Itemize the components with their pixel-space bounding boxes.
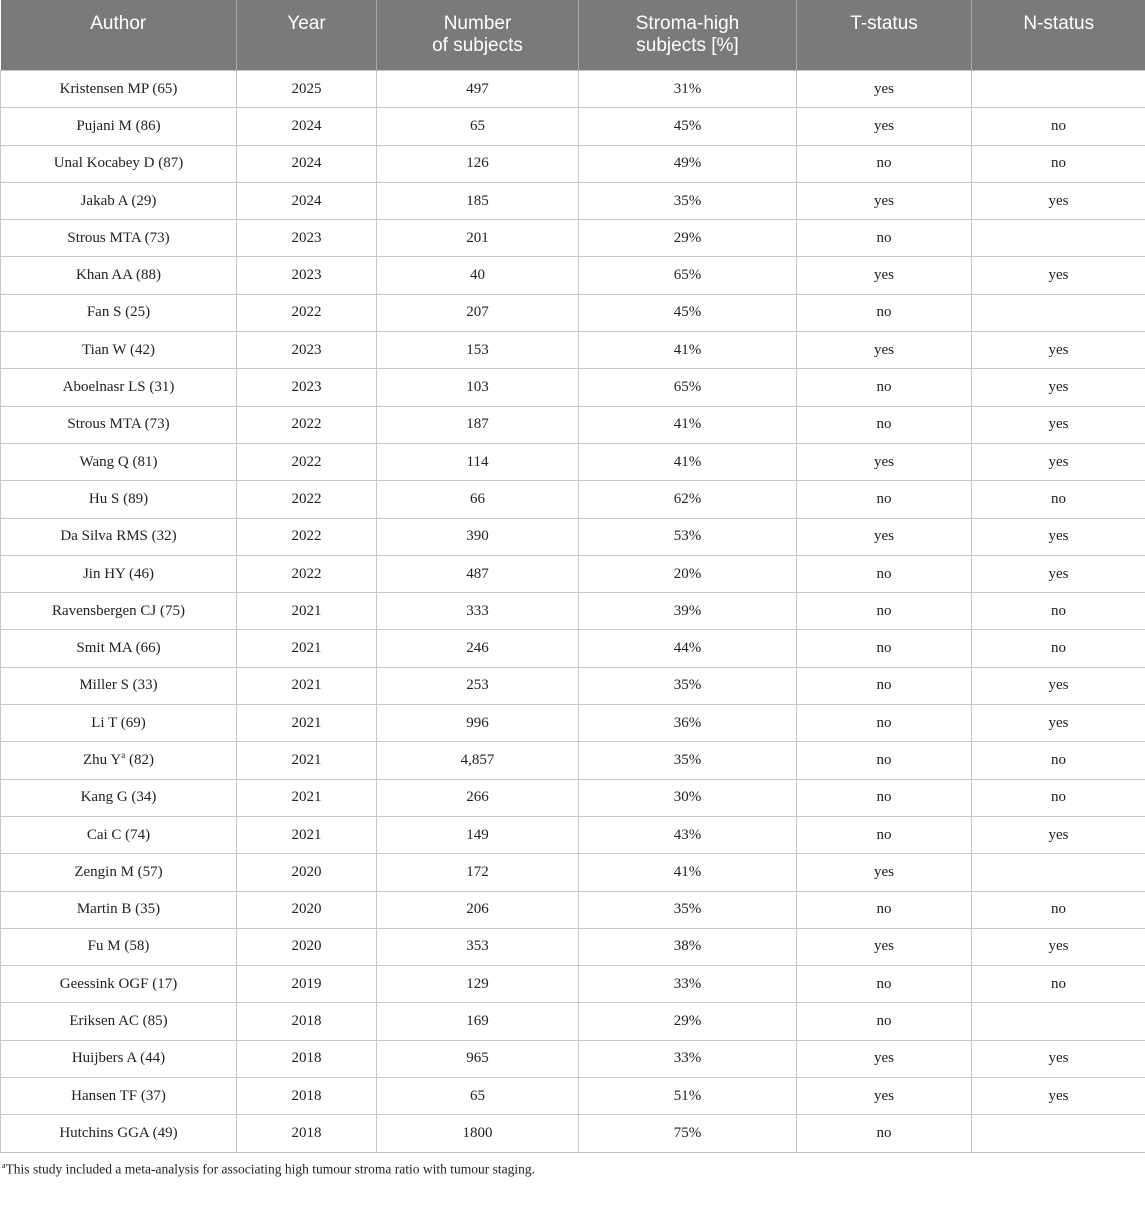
cell-n-status: yes bbox=[972, 332, 1145, 369]
cell-year: 2020 bbox=[237, 928, 377, 965]
cell-n-status: yes bbox=[972, 518, 1145, 555]
cell-stroma-high: 43% bbox=[579, 816, 797, 853]
cell-stroma-high: 41% bbox=[579, 854, 797, 891]
cell-n-status bbox=[972, 294, 1145, 331]
cell-number-of-subjects: 65 bbox=[377, 1078, 579, 1115]
table-row bbox=[1, 1078, 1145, 1115]
cell-year: 2021 bbox=[237, 779, 377, 816]
cell-author: Kristensen MP (65) bbox=[1, 71, 237, 108]
cell-t-status: yes bbox=[797, 257, 972, 294]
table-row bbox=[1, 816, 1145, 853]
table-row bbox=[1, 555, 1145, 592]
cell-author: Da Silva RMS (32) bbox=[1, 518, 237, 555]
table-row bbox=[1, 1115, 1145, 1152]
table-row bbox=[1, 257, 1145, 294]
table-row bbox=[1, 928, 1145, 965]
table-row bbox=[1, 369, 1145, 406]
cell-n-status: yes bbox=[972, 928, 1145, 965]
cell-author: Strous MTA (73) bbox=[1, 220, 237, 257]
cell-t-status: no bbox=[797, 1115, 972, 1152]
cell-number-of-subjects: 965 bbox=[377, 1040, 579, 1077]
cell-author: Geessink OGF (17) bbox=[1, 966, 237, 1003]
table-row bbox=[1, 182, 1145, 219]
cell-number-of-subjects: 497 bbox=[377, 71, 579, 108]
cell-stroma-high: 20% bbox=[579, 555, 797, 592]
cell-t-status: yes bbox=[797, 854, 972, 891]
cell-author: Jakab A (29) bbox=[1, 182, 237, 219]
cell-stroma-high: 65% bbox=[579, 257, 797, 294]
cell-number-of-subjects: 266 bbox=[377, 779, 579, 816]
cell-n-status: no bbox=[972, 108, 1145, 145]
table-row bbox=[1, 518, 1145, 555]
cell-author: Hansen TF (37) bbox=[1, 1078, 237, 1115]
cell-t-status: yes bbox=[797, 182, 972, 219]
cell-year: 2020 bbox=[237, 854, 377, 891]
table-row bbox=[1, 593, 1145, 630]
table-row bbox=[1, 705, 1145, 742]
table-body bbox=[1, 71, 1145, 1153]
cell-number-of-subjects: 103 bbox=[377, 369, 579, 406]
cell-n-status: no bbox=[972, 481, 1145, 518]
cell-number-of-subjects: 207 bbox=[377, 294, 579, 331]
column-header-year: Year bbox=[237, 0, 377, 71]
cell-number-of-subjects: 114 bbox=[377, 443, 579, 480]
column-header-number-of-subjects: Number of subjects bbox=[377, 0, 579, 71]
cell-n-status: yes bbox=[972, 369, 1145, 406]
cell-stroma-high: 62% bbox=[579, 481, 797, 518]
cell-year: 2021 bbox=[237, 742, 377, 779]
column-header-n-status: N-status bbox=[972, 0, 1145, 71]
cell-t-status: yes bbox=[797, 332, 972, 369]
cell-stroma-high: 35% bbox=[579, 742, 797, 779]
cell-year: 2024 bbox=[237, 108, 377, 145]
cell-stroma-high: 36% bbox=[579, 705, 797, 742]
cell-year: 2018 bbox=[237, 1003, 377, 1040]
table-row bbox=[1, 481, 1145, 518]
cell-stroma-high: 41% bbox=[579, 332, 797, 369]
cell-number-of-subjects: 129 bbox=[377, 966, 579, 1003]
cell-t-status: yes bbox=[797, 518, 972, 555]
cell-author bbox=[1, 742, 237, 779]
table-row bbox=[1, 406, 1145, 443]
cell-author: Ravensbergen CJ (75) bbox=[1, 593, 237, 630]
cell-author: Tian W (42) bbox=[1, 332, 237, 369]
cell-author: Li T (69) bbox=[1, 705, 237, 742]
cell-n-status: yes bbox=[972, 705, 1145, 742]
cell-year: 2023 bbox=[237, 220, 377, 257]
cell-number-of-subjects: 169 bbox=[377, 1003, 579, 1040]
table-row bbox=[1, 630, 1145, 667]
cell-n-status: yes bbox=[972, 406, 1145, 443]
cell-author: Eriksen AC (85) bbox=[1, 1003, 237, 1040]
cell-author: Pujani M (86) bbox=[1, 108, 237, 145]
cell-author: Huijbers A (44) bbox=[1, 1040, 237, 1077]
cell-year: 2022 bbox=[237, 443, 377, 480]
cell-author: Hutchins GGA (49) bbox=[1, 1115, 237, 1152]
table-header bbox=[1, 0, 1145, 71]
cell-stroma-high: 33% bbox=[579, 1040, 797, 1077]
cell-author: Miller S (33) bbox=[1, 667, 237, 704]
cell-t-status: no bbox=[797, 406, 972, 443]
cell-n-status: no bbox=[972, 891, 1145, 928]
cell-t-status: no bbox=[797, 966, 972, 1003]
cell-year: 2023 bbox=[237, 257, 377, 294]
cell-author: Fan S (25) bbox=[1, 294, 237, 331]
cell-author: Wang Q (81) bbox=[1, 443, 237, 480]
cell-year: 2023 bbox=[237, 369, 377, 406]
cell-n-status bbox=[972, 220, 1145, 257]
table-footnote bbox=[0, 1153, 1145, 1178]
cell-number-of-subjects: 206 bbox=[377, 891, 579, 928]
cell-author: Martin B (35) bbox=[1, 891, 237, 928]
cell-author: Cai C (74) bbox=[1, 816, 237, 853]
cell-t-status: yes bbox=[797, 1040, 972, 1077]
cell-n-status bbox=[972, 854, 1145, 891]
cell-stroma-high: 30% bbox=[579, 779, 797, 816]
column-header-stroma-high: Stroma-high subjects [%] bbox=[579, 0, 797, 71]
cell-n-status: no bbox=[972, 145, 1145, 182]
cell-stroma-high: 41% bbox=[579, 406, 797, 443]
cell-number-of-subjects: 187 bbox=[377, 406, 579, 443]
table-row bbox=[1, 1040, 1145, 1077]
cell-author: Strous MTA (73) bbox=[1, 406, 237, 443]
cell-number-of-subjects: 4,857 bbox=[377, 742, 579, 779]
table-row bbox=[1, 108, 1145, 145]
cell-stroma-high: 29% bbox=[579, 1003, 797, 1040]
cell-stroma-high: 51% bbox=[579, 1078, 797, 1115]
cell-stroma-high: 35% bbox=[579, 182, 797, 219]
cell-number-of-subjects: 390 bbox=[377, 518, 579, 555]
table-row bbox=[1, 966, 1145, 1003]
cell-stroma-high: 33% bbox=[579, 966, 797, 1003]
cell-n-status bbox=[972, 71, 1145, 108]
cell-stroma-high: 75% bbox=[579, 1115, 797, 1152]
cell-author: Fu M (58) bbox=[1, 928, 237, 965]
cell-number-of-subjects: 201 bbox=[377, 220, 579, 257]
cell-number-of-subjects: 253 bbox=[377, 667, 579, 704]
cell-t-status: no bbox=[797, 220, 972, 257]
cell-n-status: yes bbox=[972, 1078, 1145, 1115]
cell-year: 2022 bbox=[237, 518, 377, 555]
cell-n-status: no bbox=[972, 742, 1145, 779]
cell-year: 2023 bbox=[237, 332, 377, 369]
cell-number-of-subjects: 153 bbox=[377, 332, 579, 369]
cell-stroma-high: 65% bbox=[579, 369, 797, 406]
cell-author: Zengin M (57) bbox=[1, 854, 237, 891]
cell-author: Kang G (34) bbox=[1, 779, 237, 816]
table-row bbox=[1, 145, 1145, 182]
cell-author: Smit MA (66) bbox=[1, 630, 237, 667]
cell-t-status: no bbox=[797, 294, 972, 331]
cell-year: 2020 bbox=[237, 891, 377, 928]
cell-year: 2021 bbox=[237, 816, 377, 853]
cell-stroma-high: 29% bbox=[579, 220, 797, 257]
cell-t-status: no bbox=[797, 145, 972, 182]
footnote-reference: a bbox=[121, 749, 126, 760]
author-name: Zhu Y bbox=[83, 751, 122, 768]
cell-number-of-subjects: 487 bbox=[377, 555, 579, 592]
cell-t-status: no bbox=[797, 555, 972, 592]
cell-n-status: yes bbox=[972, 555, 1145, 592]
cell-n-status: no bbox=[972, 779, 1145, 816]
cell-t-status: no bbox=[797, 481, 972, 518]
table-row bbox=[1, 1003, 1145, 1040]
cell-t-status: no bbox=[797, 630, 972, 667]
header-row bbox=[1, 0, 1145, 71]
cell-stroma-high: 49% bbox=[579, 145, 797, 182]
table-row bbox=[1, 891, 1145, 928]
cell-number-of-subjects: 333 bbox=[377, 593, 579, 630]
cell-t-status: no bbox=[797, 1003, 972, 1040]
cell-t-status: yes bbox=[797, 928, 972, 965]
cell-year: 2019 bbox=[237, 966, 377, 1003]
cell-t-status: yes bbox=[797, 443, 972, 480]
cell-year: 2021 bbox=[237, 593, 377, 630]
cell-t-status: yes bbox=[797, 108, 972, 145]
cell-t-status: no bbox=[797, 593, 972, 630]
cell-stroma-high: 38% bbox=[579, 928, 797, 965]
cell-stroma-high: 45% bbox=[579, 294, 797, 331]
cell-year: 2018 bbox=[237, 1115, 377, 1152]
table-row bbox=[1, 742, 1145, 779]
cell-number-of-subjects: 172 bbox=[377, 854, 579, 891]
cell-t-status: no bbox=[797, 816, 972, 853]
cell-year: 2021 bbox=[237, 705, 377, 742]
cell-number-of-subjects: 1800 bbox=[377, 1115, 579, 1152]
cell-year: 2022 bbox=[237, 481, 377, 518]
cell-t-status: no bbox=[797, 779, 972, 816]
table-row bbox=[1, 779, 1145, 816]
table-row bbox=[1, 854, 1145, 891]
table-row bbox=[1, 220, 1145, 257]
cell-number-of-subjects: 40 bbox=[377, 257, 579, 294]
cell-number-of-subjects: 246 bbox=[377, 630, 579, 667]
cell-stroma-high: 39% bbox=[579, 593, 797, 630]
cell-n-status: no bbox=[972, 630, 1145, 667]
cell-year: 2018 bbox=[237, 1040, 377, 1077]
table-row bbox=[1, 667, 1145, 704]
footnote-marker: a bbox=[2, 1160, 6, 1170]
cell-year: 2021 bbox=[237, 667, 377, 704]
cell-number-of-subjects: 126 bbox=[377, 145, 579, 182]
cell-author: Khan AA (88) bbox=[1, 257, 237, 294]
cell-year: 2024 bbox=[237, 145, 377, 182]
cell-t-status: no bbox=[797, 705, 972, 742]
cell-author: Hu S (89) bbox=[1, 481, 237, 518]
cell-number-of-subjects: 185 bbox=[377, 182, 579, 219]
cell-number-of-subjects: 66 bbox=[377, 481, 579, 518]
cell-number-of-subjects: 149 bbox=[377, 816, 579, 853]
cell-n-status: yes bbox=[972, 816, 1145, 853]
table-row bbox=[1, 443, 1145, 480]
column-header-author: Author bbox=[1, 0, 237, 71]
cell-n-status: no bbox=[972, 593, 1145, 630]
cell-t-status: no bbox=[797, 369, 972, 406]
cell-n-status: no bbox=[972, 966, 1145, 1003]
cell-year: 2022 bbox=[237, 294, 377, 331]
cell-stroma-high: 41% bbox=[579, 443, 797, 480]
footnote-text: This study included a meta-analysis for associating high tumour stroma ratio with tumour staging. bbox=[5, 1161, 535, 1177]
cell-author: Aboelnasr LS (31) bbox=[1, 369, 237, 406]
cell-n-status: yes bbox=[972, 443, 1145, 480]
cell-n-status: yes bbox=[972, 257, 1145, 294]
cell-number-of-subjects: 65 bbox=[377, 108, 579, 145]
cell-stroma-high: 44% bbox=[579, 630, 797, 667]
cell-t-status: yes bbox=[797, 1078, 972, 1115]
table-row bbox=[1, 294, 1145, 331]
table-row bbox=[1, 332, 1145, 369]
column-header-t-status: T-status bbox=[797, 0, 972, 71]
cell-year: 2025 bbox=[237, 71, 377, 108]
cell-n-status: yes bbox=[972, 1040, 1145, 1077]
cell-stroma-high: 53% bbox=[579, 518, 797, 555]
cell-year: 2022 bbox=[237, 555, 377, 592]
cell-n-status bbox=[972, 1003, 1145, 1040]
author-reference: (82) bbox=[125, 751, 154, 768]
cell-n-status: yes bbox=[972, 667, 1145, 704]
cell-t-status: no bbox=[797, 742, 972, 779]
cell-year: 2021 bbox=[237, 630, 377, 667]
cell-t-status: yes bbox=[797, 71, 972, 108]
cell-n-status: yes bbox=[972, 182, 1145, 219]
cell-year: 2022 bbox=[237, 406, 377, 443]
cell-stroma-high: 35% bbox=[579, 891, 797, 928]
cell-number-of-subjects: 996 bbox=[377, 705, 579, 742]
cell-author: Jin HY (46) bbox=[1, 555, 237, 592]
cell-stroma-high: 35% bbox=[579, 667, 797, 704]
cell-n-status bbox=[972, 1115, 1145, 1152]
cell-t-status: no bbox=[797, 667, 972, 704]
cell-t-status: no bbox=[797, 891, 972, 928]
cell-year: 2024 bbox=[237, 182, 377, 219]
cell-year: 2018 bbox=[237, 1078, 377, 1115]
cell-number-of-subjects: 353 bbox=[377, 928, 579, 965]
cell-stroma-high: 31% bbox=[579, 71, 797, 108]
table-row bbox=[1, 71, 1145, 108]
cell-stroma-high: 45% bbox=[579, 108, 797, 145]
cell-author: Unal Kocabey D (87) bbox=[1, 145, 237, 182]
